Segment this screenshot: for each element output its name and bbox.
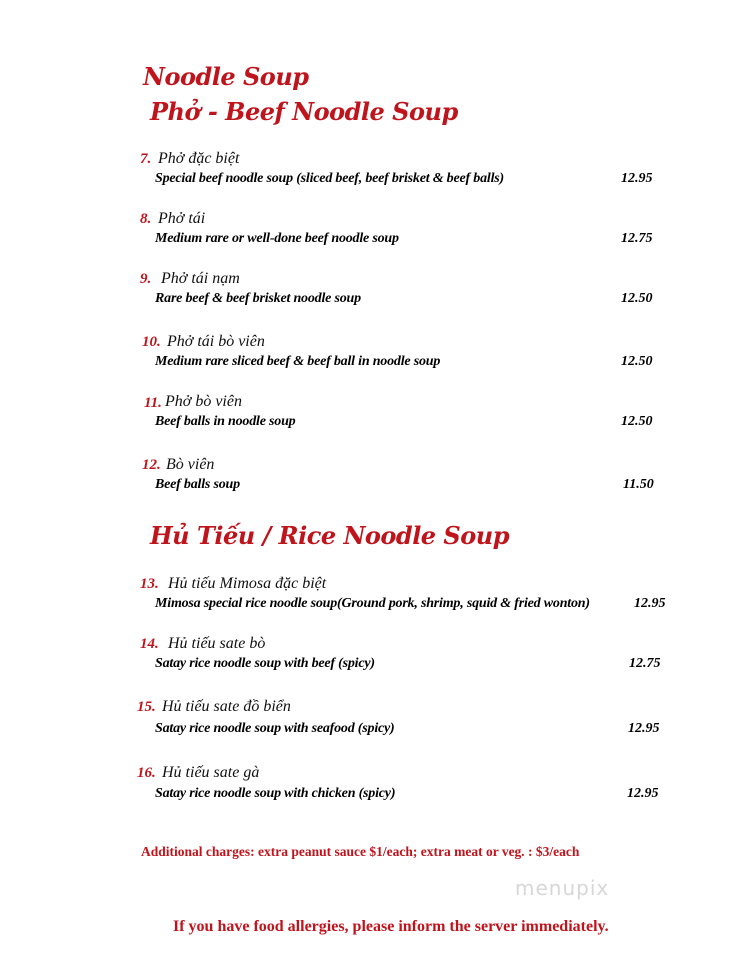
item-description: Mimosa special rice noodle soup(Ground pork, shrimp, squid & fried wonton) xyxy=(155,596,590,611)
menu-item xyxy=(0,210,750,260)
item-description: Satay rice noodle soup with chicken (spicy) xyxy=(155,786,396,801)
item-description: Satay rice noodle soup with beef (spicy) xyxy=(155,656,375,671)
item-price: 12.95 xyxy=(634,596,666,611)
menu-item xyxy=(0,635,750,685)
section-heading-hu-tieu: Hủ Tiếu / Rice Noodle Soup xyxy=(150,521,509,550)
allergy-notice: If you have food allergies, please inform the server immediately. xyxy=(173,918,609,935)
menu-item xyxy=(0,575,750,625)
item-description: Beef balls in noodle soup xyxy=(155,414,296,429)
item-description: Rare beef & beef brisket noodle soup xyxy=(155,291,361,306)
menu-item xyxy=(0,393,750,443)
item-price: 12.50 xyxy=(621,291,653,306)
item-name: Hủ tiếu sate đồ biển xyxy=(162,698,291,715)
item-name: Hủ tiếu sate bò xyxy=(168,635,266,652)
section-heading-noodle-soup: Noodle Soup xyxy=(143,62,309,91)
item-description: Medium rare or well-done beef noodle soup xyxy=(155,231,399,246)
item-price: 12.95 xyxy=(627,786,659,801)
item-name: Bò viên xyxy=(166,456,215,473)
item-name: Phở tái bò viên xyxy=(167,333,265,350)
item-name: Phở đặc biệt xyxy=(158,150,240,167)
item-number: 10. xyxy=(142,334,161,350)
item-number: 14. xyxy=(140,636,159,652)
item-number: 7. xyxy=(140,151,152,167)
item-description: Beef balls soup xyxy=(155,477,240,492)
menu-item xyxy=(0,150,750,200)
item-description: Medium rare sliced beef & beef ball in noodle soup xyxy=(155,354,441,369)
item-name: Phở tái nạm xyxy=(161,270,240,287)
item-number: 16. xyxy=(137,765,156,781)
item-number: 9. xyxy=(140,271,152,287)
item-description: Special beef noodle soup (sliced beef, beef brisket & beef balls) xyxy=(155,171,504,186)
menu-item xyxy=(0,333,750,383)
menu-item xyxy=(0,764,750,814)
item-price: 12.75 xyxy=(629,656,661,671)
item-name: Phở bò viên xyxy=(165,393,242,410)
item-number: 11. xyxy=(144,395,162,411)
watermark-logo: menupix xyxy=(515,876,610,900)
item-price: 11.50 xyxy=(623,477,654,492)
item-price: 12.50 xyxy=(621,354,653,369)
menu-item xyxy=(0,698,750,748)
item-name: Hủ tiếu sate gà xyxy=(162,764,260,781)
item-price: 12.95 xyxy=(628,721,660,736)
item-number: 12. xyxy=(142,457,161,473)
item-price: 12.50 xyxy=(621,414,653,429)
section-heading-pho: Phở - Beef Noodle Soup xyxy=(150,97,458,126)
menu-item xyxy=(0,456,750,506)
item-number: 13. xyxy=(140,576,159,592)
additional-charges-note: Additional charges: extra peanut sauce $1/each; extra meat or veg. : $3/each xyxy=(141,844,580,859)
item-name: Phở tái xyxy=(158,210,206,227)
item-number: 15. xyxy=(137,699,156,715)
item-price: 12.75 xyxy=(621,231,653,246)
menu-item xyxy=(0,270,750,320)
item-number: 8. xyxy=(140,211,152,227)
item-name: Hủ tiếu Mimosa đặc biệt xyxy=(168,575,327,592)
item-price: 12.95 xyxy=(621,171,653,186)
item-description: Satay rice noodle soup with seafood (spicy) xyxy=(155,721,395,736)
